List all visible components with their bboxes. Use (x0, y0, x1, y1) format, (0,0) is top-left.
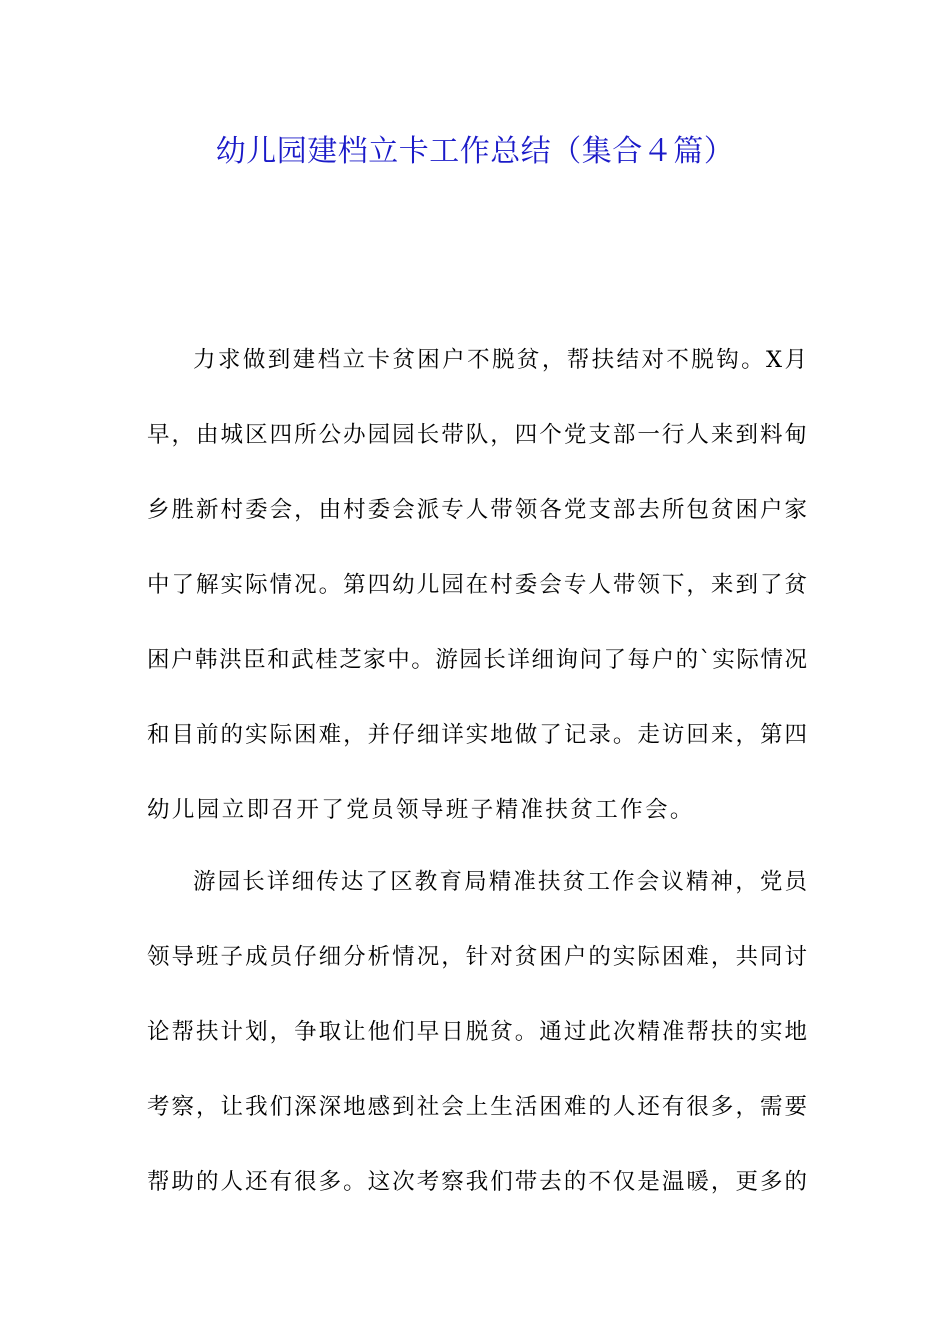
paragraph-line: 论帮扶计划，争取让他们早日脱贫。通过此次精准帮扶的实地 (147, 1019, 807, 1045)
paragraph-line: 中了解实际情况。第四幼儿园在村委会专人带领下，来到了贫 (147, 572, 807, 598)
paragraph-line: 困户韩洪臣和武桂芝家中。游园长详细询问了每户的`实际情况 (147, 647, 807, 673)
paragraph-line: 和目前的实际困难，并仔细详实地做了记录。走访回来，第四 (147, 722, 807, 748)
paragraph-line: 乡胜新村委会，由村委会派专人带领各党支部去所包贫困户家 (147, 497, 807, 523)
paragraph-line: 领导班子成员仔细分析情况，针对贫困户的实际困难，共同讨 (147, 944, 807, 970)
paragraph-line: 力求做到建档立卡贫困户不脱贫，帮扶结对不脱钩。X月 (193, 347, 807, 373)
paragraph-line: 早，由城区四所公办园园长带队，四个党支部一行人来到料甸 (147, 422, 807, 448)
paragraph-line: 帮助的人还有很多。这次考察我们带去的不仅是温暖，更多的 (147, 1169, 807, 1195)
paragraph-line: 游园长详细传达了区教育局精准扶贫工作会议精神，党员 (193, 869, 807, 895)
paragraph-line: 考察，让我们深深地感到社会上生活困难的人还有很多，需要 (147, 1094, 807, 1120)
paragraph-line: 幼儿园立即召开了党员领导班子精准扶贫工作会。 (147, 797, 695, 823)
document-title: 幼儿园建档立卡工作总结（集合４篇） (215, 134, 735, 169)
